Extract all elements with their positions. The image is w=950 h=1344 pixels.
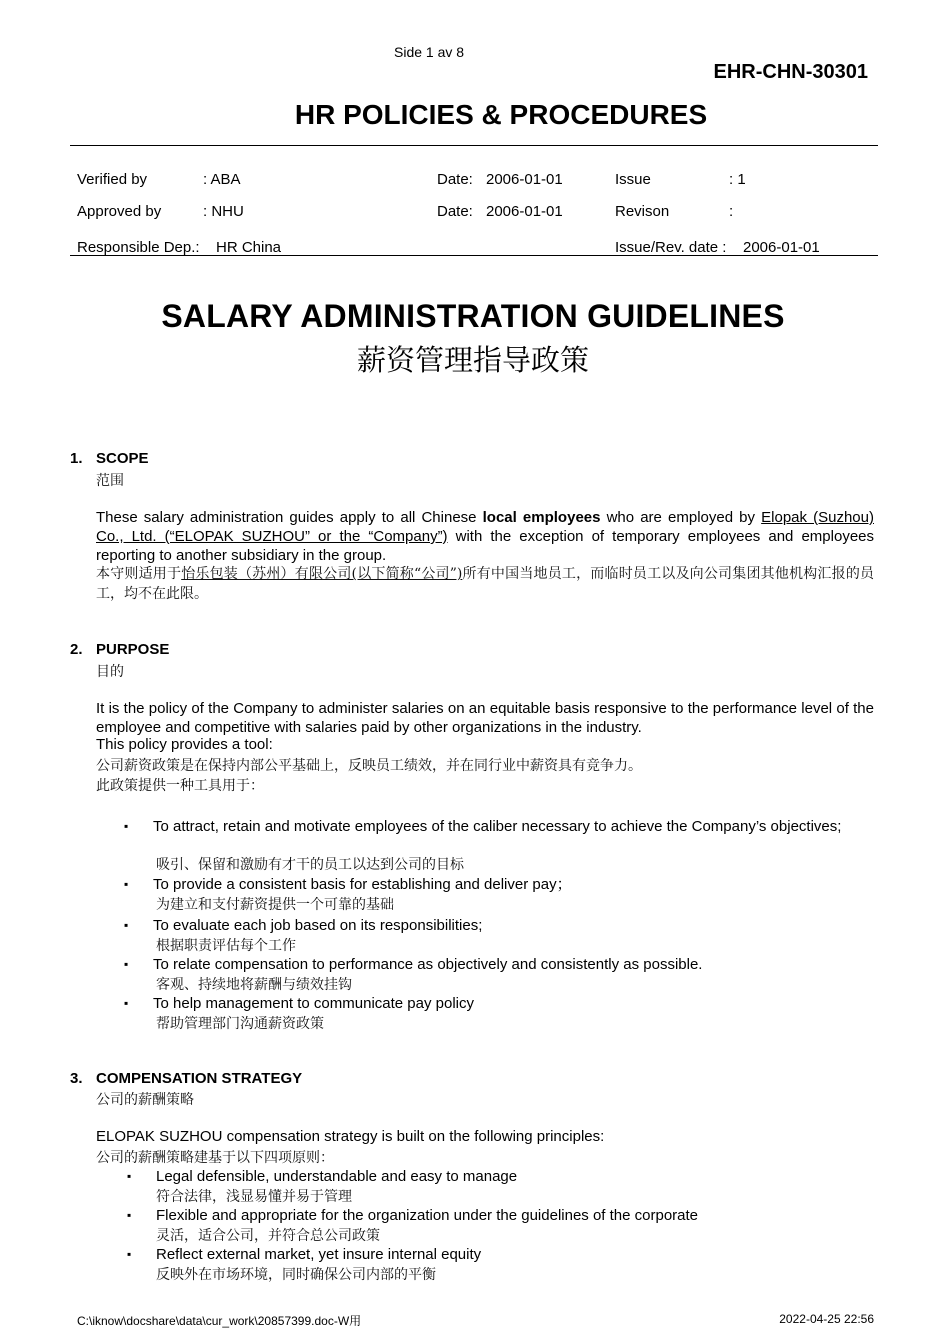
strategy-item-3: Reflect external market, yet insure internal equity xyxy=(156,1246,482,1263)
verified-value: : ABA xyxy=(203,171,241,188)
footer-file-path: C:\iknow\docshare\data\cur_work\20857399.doc-W用 xyxy=(77,1314,362,1328)
issue-rev-label: Issue/Rev. date : xyxy=(615,239,727,256)
purpose-item-4: To relate compensation to performance as objectively and consistently as possible. xyxy=(153,956,703,973)
s1-text-a: These salary administration guides apply to all Chinese xyxy=(96,509,483,526)
strategy-item-2-cn: 灵活，适合公司，并符合总公司政策 xyxy=(156,1228,380,1244)
bullet-icon: ▪ xyxy=(127,1169,132,1183)
issue-label: Issue xyxy=(615,171,651,188)
strategy-item-1: Legal defensible, understandable and easy to manage xyxy=(156,1168,518,1185)
purpose-item-1: To attract, retain and motivate employees of the caliber necessary to achieve the Company’s objectives; xyxy=(153,818,842,835)
purpose-item-5-cn: 帮助管理部门沟通薪资政策 xyxy=(156,1016,324,1032)
date2-label: Date: xyxy=(437,203,473,220)
document-title-cn: 薪资管理指导政策 xyxy=(356,343,589,377)
dep-value: HR China xyxy=(216,239,282,256)
document-code: EHR-CHN-30301 xyxy=(713,61,868,83)
verified-label: Verified by xyxy=(77,171,148,188)
section-3-heading-cn: 公司的薪酬策略 xyxy=(96,1092,194,1108)
dep-label: Responsible Dep.: xyxy=(77,239,200,256)
issue-rev-value: 2006-01-01 xyxy=(743,239,820,256)
section-1-heading-cn: 范围 xyxy=(96,473,124,489)
date1-value: 2006-01-01 xyxy=(486,171,563,188)
s1-text-e: with the exception of temporary employees and employees reporting to another subsidiary in the group. xyxy=(96,528,875,564)
section-2-heading: PURPOSE xyxy=(96,641,170,658)
revison-value: : xyxy=(729,203,734,220)
bullet-icon: ▪ xyxy=(124,996,129,1010)
revison-label: Revison xyxy=(615,203,670,220)
page-number: Side 1 av 8 xyxy=(394,44,465,60)
s1-cn-c: 所有中国当地员工，而临时员工以及向公司集团其他机构汇报的员工，均不在此限。 xyxy=(96,566,875,602)
header-divider xyxy=(70,145,878,146)
approved-label: Approved by xyxy=(77,203,162,220)
s1-company-name: Elopak (Suzhou) Co., Ltd. (“ELOPAK SUZHOU” or the “Company”) xyxy=(96,509,874,545)
header-title: HR POLICIES & PROCEDURES xyxy=(294,99,708,130)
meta-divider xyxy=(70,255,878,256)
section-2-paragraph-cn: 公司薪资政策是在保持内部公平基础上，反映员工绩效，并在同行业中薪资具有竞争力。 xyxy=(96,758,642,774)
purpose-item-3: To evaluate each job based on its responsibilities; xyxy=(153,917,483,934)
section-2-paragraph: It is the policy of the Company to administer salaries on an equitable basis responsive to the performance level of the employee and competitive with salaries paid by other organizations in the industry. xyxy=(96,700,874,736)
s1-text-c: who are employed by xyxy=(600,509,762,526)
section-1-paragraph-cn xyxy=(96,564,874,604)
bullet-icon: ▪ xyxy=(127,1208,132,1222)
section-3-paragraph-cn: 公司的薪酬策略建基于以下四项原则： xyxy=(96,1150,334,1166)
bullet-icon: ▪ xyxy=(124,819,129,833)
s1-text-bold: local employees xyxy=(482,509,601,526)
section-1-paragraph xyxy=(96,508,874,565)
section-2-tool-line-cn: 此政策提供一种工具用于： xyxy=(96,778,264,794)
date2-value: 2006-01-01 xyxy=(486,203,563,220)
strategy-item-2: Flexible and appropriate for the organization under the guidelines of the corporate xyxy=(156,1207,699,1224)
section-3-heading: COMPENSATION STRATEGY xyxy=(96,1070,303,1087)
bullet-icon: ▪ xyxy=(124,877,129,891)
bullet-icon: ▪ xyxy=(127,1247,132,1261)
section-2-tool-line: This policy provides a tool: xyxy=(96,736,273,753)
purpose-item-2: To provide a consistent basis for establishing and deliver pay； xyxy=(153,876,572,893)
document-title: SALARY ADMINISTRATION GUIDELINES xyxy=(161,298,785,334)
section-2-heading-cn: 目的 xyxy=(96,664,124,680)
section-1-heading: SCOPE xyxy=(96,450,149,467)
purpose-item-5: To help management to communicate pay policy xyxy=(153,995,475,1012)
date1-label: Date: xyxy=(437,171,473,188)
s1-cn-a: 本守则适用于 xyxy=(96,566,182,582)
purpose-item-3-cn: 根据职责评估每个工作 xyxy=(156,938,296,954)
section-3-number: 3. xyxy=(70,1070,83,1087)
purpose-item-2-cn: 为建立和支付薪资提供一个可靠的基础 xyxy=(156,897,394,913)
footer-timestamp: 2022-04-25 22:56 xyxy=(779,1312,874,1326)
purpose-item-1-cn: 吸引、保留和激励有才干的员工以达到公司的目标 xyxy=(156,857,464,873)
issue-value: : 1 xyxy=(729,171,746,188)
section-1-number: 1. xyxy=(70,450,83,467)
strategy-item-1-cn: 符合法律，浅显易懂并易于管理 xyxy=(156,1189,352,1205)
strategy-item-3-cn: 反映外在市场环境，同时确保公司内部的平衡 xyxy=(156,1267,436,1283)
bullet-icon: ▪ xyxy=(124,918,129,932)
section-3-paragraph: ELOPAK SUZHOU compensation strategy is built on the following principles: xyxy=(96,1128,605,1145)
bullet-icon: ▪ xyxy=(124,957,129,971)
approved-value: : NHU xyxy=(203,203,244,220)
section-2-number: 2. xyxy=(70,641,83,658)
purpose-item-4-cn: 客观、持续地将薪酬与绩效挂钩 xyxy=(156,977,352,993)
s1-cn-company: 怡乐包装（苏州）有限公司(以下简称“公司”) xyxy=(181,566,463,582)
